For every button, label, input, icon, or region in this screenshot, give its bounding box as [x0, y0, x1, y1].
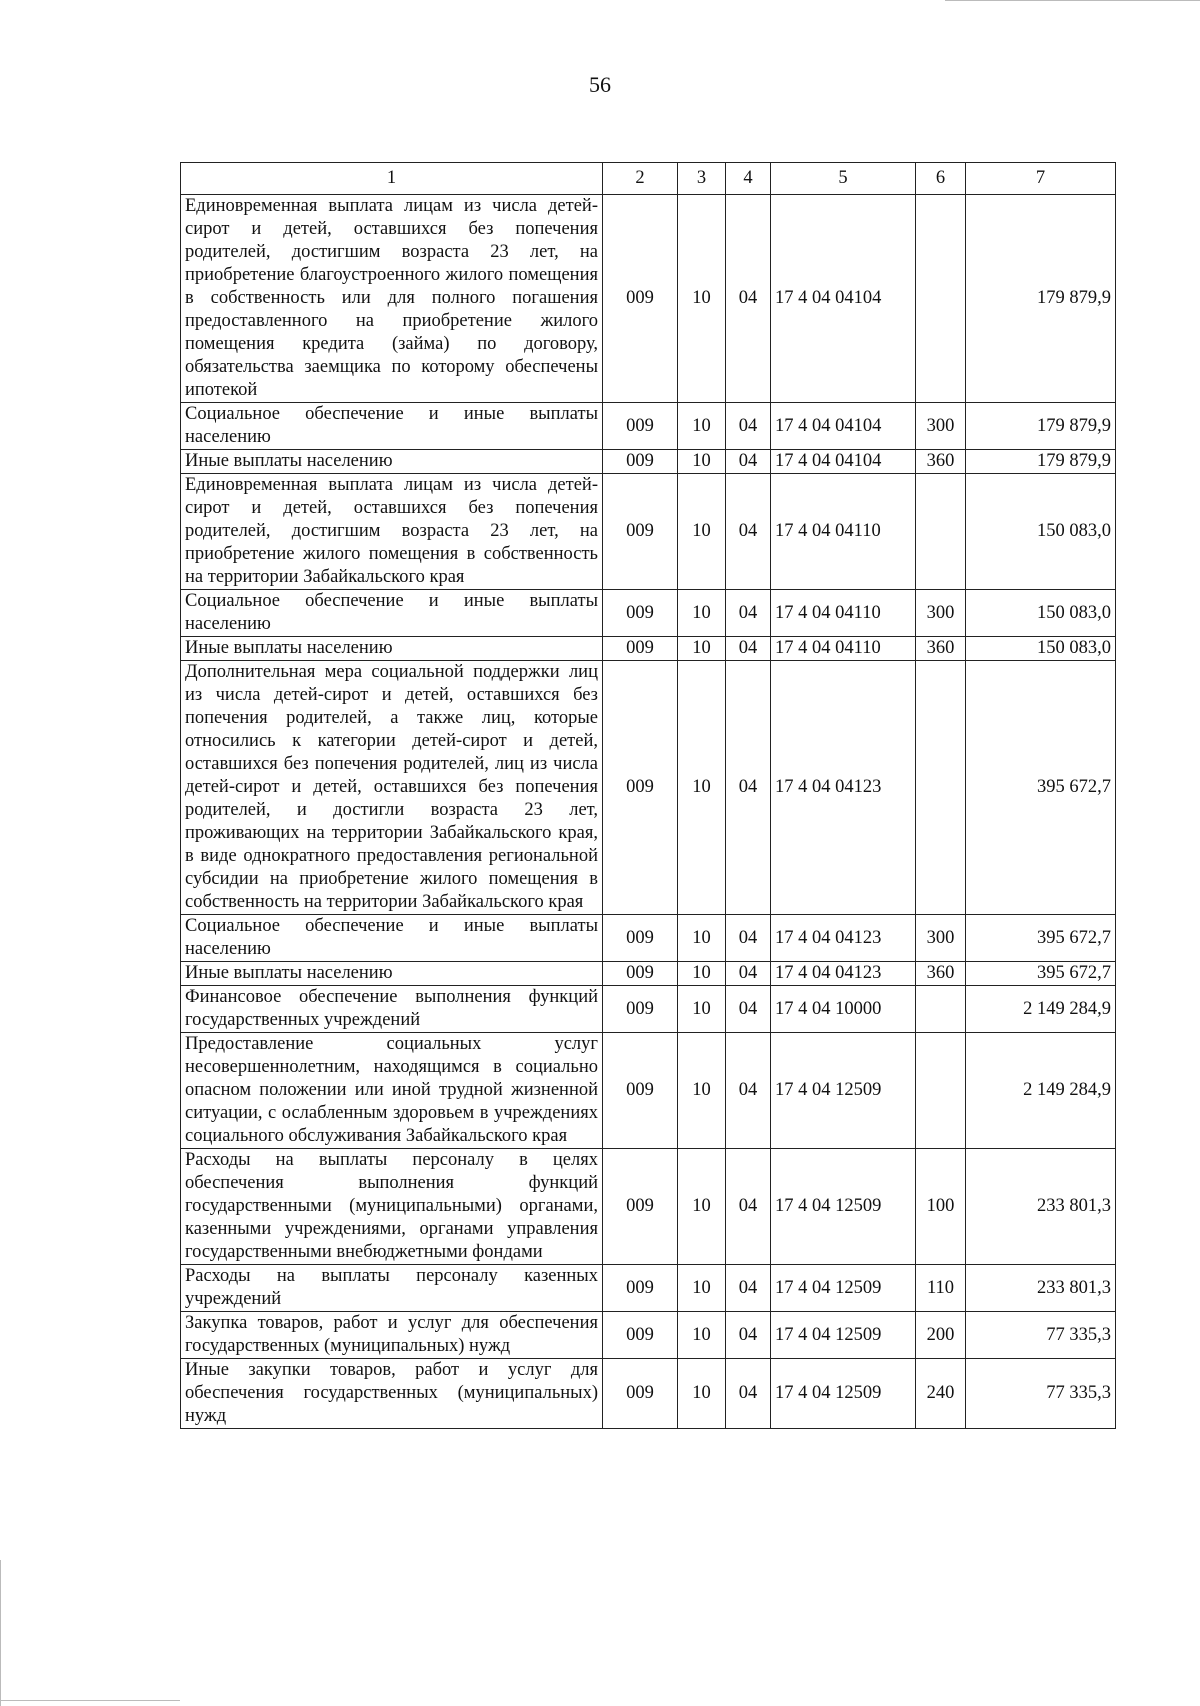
- header-cell: 1: [181, 163, 603, 195]
- col-2-cell: 009: [603, 1359, 678, 1429]
- row-description: Иные выплаты населению: [181, 450, 603, 474]
- table-row: [181, 1265, 1116, 1312]
- col-2-cell: 009: [603, 195, 678, 403]
- col-5-cell: 17 4 04 12509: [771, 1149, 916, 1265]
- col-4-cell: 04: [726, 403, 771, 450]
- col-5-cell: 17 4 04 12509: [771, 1033, 916, 1149]
- col-3-cell: 10: [678, 915, 726, 962]
- col-7-cell: 150 083,0: [966, 474, 1116, 590]
- col-2-cell: 009: [603, 637, 678, 661]
- col-3-cell: 10: [678, 474, 726, 590]
- col-5-cell: 17 4 04 04110: [771, 590, 916, 637]
- col-6-cell: [916, 1033, 966, 1149]
- col-6-cell: 100: [916, 1149, 966, 1265]
- row-description: Закупка товаров, работ и услуг для обеспечения государственных (муниципальных) нужд: [181, 1312, 603, 1359]
- header-row: [181, 163, 1116, 195]
- table-body: [181, 195, 1116, 1429]
- table-row: [181, 1312, 1116, 1359]
- table-row: [181, 637, 1116, 661]
- col-2-cell: 009: [603, 986, 678, 1033]
- header-cell: 2: [603, 163, 678, 195]
- table-row: [181, 450, 1116, 474]
- row-description: Единовременная выплата лицам из числа детей-сирот и детей, оставшихся без попечения родителей, достигшим возраста 23 лет, на приобретение жилого помещения в собственность на территории Забайкальского края: [181, 474, 603, 590]
- col-2-cell: 009: [603, 590, 678, 637]
- col-3-cell: 10: [678, 637, 726, 661]
- header-cell: 5: [771, 163, 916, 195]
- col-2-cell: 009: [603, 915, 678, 962]
- col-7-cell: 179 879,9: [966, 195, 1116, 403]
- col-7-cell: 233 801,3: [966, 1265, 1116, 1312]
- col-4-cell: 04: [726, 915, 771, 962]
- col-7-cell: 395 672,7: [966, 915, 1116, 962]
- col-4-cell: 04: [726, 474, 771, 590]
- col-3-cell: 10: [678, 403, 726, 450]
- col-3-cell: 10: [678, 986, 726, 1033]
- table-row: [181, 962, 1116, 986]
- col-7-cell: 395 672,7: [966, 962, 1116, 986]
- col-7-cell: 77 335,3: [966, 1359, 1116, 1429]
- row-description: Иные закупки товаров, работ и услуг для обеспечения государственных (муниципальных) нужд: [181, 1359, 603, 1429]
- col-6-cell: [916, 474, 966, 590]
- col-4-cell: 04: [726, 637, 771, 661]
- col-3-cell: 10: [678, 590, 726, 637]
- col-4-cell: 04: [726, 1149, 771, 1265]
- col-3-cell: 10: [678, 661, 726, 915]
- col-5-cell: 17 4 04 04104: [771, 450, 916, 474]
- row-description: Финансовое обеспечение выполнения функций государственных учреждений: [181, 986, 603, 1033]
- row-description: Расходы на выплаты персоналу казенных учреждений: [181, 1265, 603, 1312]
- table-row: [181, 195, 1116, 403]
- col-6-cell: 300: [916, 590, 966, 637]
- col-7-cell: 179 879,9: [966, 450, 1116, 474]
- col-4-cell: 04: [726, 1033, 771, 1149]
- row-description: Социальное обеспечение и иные выплаты населению: [181, 590, 603, 637]
- col-7-cell: 2 149 284,9: [966, 986, 1116, 1033]
- header-cell: 3: [678, 163, 726, 195]
- col-4-cell: 04: [726, 661, 771, 915]
- col-6-cell: 360: [916, 450, 966, 474]
- col-3-cell: 10: [678, 1149, 726, 1265]
- col-7-cell: 2 149 284,9: [966, 1033, 1116, 1149]
- col-6-cell: 200: [916, 1312, 966, 1359]
- col-7-cell: 179 879,9: [966, 403, 1116, 450]
- col-2-cell: 009: [603, 1033, 678, 1149]
- scan-edge-bottom: [0, 1700, 180, 1701]
- col-6-cell: 300: [916, 403, 966, 450]
- col-5-cell: 17 4 04 04110: [771, 474, 916, 590]
- row-description: Единовременная выплата лицам из числа детей-сирот и детей, оставшихся без попечения родителей, достигшим возраста 23 лет, на приобретение благоустроенного жилого помещения в собственность или для полного погашения предоставленного на приобретение жилого помещения кредита (займа) по договору, обязательства заемщика по которому обеспечены ипотекой: [181, 195, 603, 403]
- col-5-cell: 17 4 04 04123: [771, 661, 916, 915]
- col-2-cell: 009: [603, 403, 678, 450]
- col-5-cell: 17 4 04 12509: [771, 1359, 916, 1429]
- page-number: 56: [589, 72, 611, 97]
- col-3-cell: 10: [678, 1265, 726, 1312]
- col-3-cell: 10: [678, 195, 726, 403]
- col-4-cell: 04: [726, 1359, 771, 1429]
- col-5-cell: 17 4 04 12509: [771, 1312, 916, 1359]
- col-7-cell: 150 083,0: [966, 637, 1116, 661]
- col-2-cell: 009: [603, 1265, 678, 1312]
- col-2-cell: 009: [603, 450, 678, 474]
- col-3-cell: 10: [678, 1312, 726, 1359]
- row-description: Иные выплаты населению: [181, 962, 603, 986]
- col-3-cell: 10: [678, 1359, 726, 1429]
- col-6-cell: 110: [916, 1265, 966, 1312]
- table-row: [181, 403, 1116, 450]
- table-row: [181, 1149, 1116, 1265]
- col-4-cell: 04: [726, 195, 771, 403]
- table-row: [181, 1359, 1116, 1429]
- table-row: [181, 1033, 1116, 1149]
- col-5-cell: 17 4 04 12509: [771, 1265, 916, 1312]
- col-5-cell: 17 4 04 10000: [771, 986, 916, 1033]
- col-5-cell: 17 4 04 04104: [771, 403, 916, 450]
- row-description: Предоставление социальных услуг несовершеннолетним, находящимся в социально опасном положении или иной трудной жизненной ситуации, с ослабленным здоровьем в учреждениях социального обслуживания Забайкальского края: [181, 1033, 603, 1149]
- col-5-cell: 17 4 04 04123: [771, 962, 916, 986]
- budget-table: [180, 162, 1116, 1429]
- col-5-cell: 17 4 04 04110: [771, 637, 916, 661]
- col-6-cell: 240: [916, 1359, 966, 1429]
- table-row: [181, 661, 1116, 915]
- col-6-cell: [916, 661, 966, 915]
- col-2-cell: 009: [603, 661, 678, 915]
- col-6-cell: [916, 986, 966, 1033]
- col-6-cell: 360: [916, 637, 966, 661]
- col-4-cell: 04: [726, 1265, 771, 1312]
- col-3-cell: 10: [678, 962, 726, 986]
- col-4-cell: 04: [726, 1312, 771, 1359]
- table-row: [181, 915, 1116, 962]
- col-4-cell: 04: [726, 962, 771, 986]
- col-5-cell: 17 4 04 04104: [771, 195, 916, 403]
- col-6-cell: [916, 195, 966, 403]
- table-row: [181, 986, 1116, 1033]
- header-cell: 4: [726, 163, 771, 195]
- header-cell: 6: [916, 163, 966, 195]
- row-description: Расходы на выплаты персоналу в целях обеспечения выполнения функций государственными (муниципальными) органами, казенными учреждениями, органами управления государственными внебюджетными фондами: [181, 1149, 603, 1265]
- col-4-cell: 04: [726, 450, 771, 474]
- col-2-cell: 009: [603, 474, 678, 590]
- col-2-cell: 009: [603, 1149, 678, 1265]
- col-7-cell: 150 083,0: [966, 590, 1116, 637]
- row-description: Иные выплаты населению: [181, 637, 603, 661]
- scan-edge-top: [945, 0, 1200, 1]
- row-description: Дополнительная мера социальной поддержки лиц из числа детей-сирот и детей, оставшихся без попечения родителей, а также лиц, которые относились к категории детей-сирот и детей, оставшихся без попечения родителей, лиц из числа детей-сирот и детей, оставшихся без попечения родителей, и достигли возраста 23 лет, проживающих на территории Забайкальского края, в виде однократного предоставления региональной субсидии на приобретение жилого помещения в собственность на территории Забайкальского края: [181, 661, 603, 915]
- row-description: Социальное обеспечение и иные выплаты населению: [181, 403, 603, 450]
- table-row: [181, 474, 1116, 590]
- col-7-cell: 77 335,3: [966, 1312, 1116, 1359]
- col-2-cell: 009: [603, 962, 678, 986]
- table-row: [181, 590, 1116, 637]
- col-4-cell: 04: [726, 986, 771, 1033]
- col-2-cell: 009: [603, 1312, 678, 1359]
- header-cell: 7: [966, 163, 1116, 195]
- col-7-cell: 233 801,3: [966, 1149, 1116, 1265]
- col-3-cell: 10: [678, 1033, 726, 1149]
- row-description: Социальное обеспечение и иные выплаты населению: [181, 915, 603, 962]
- col-7-cell: 395 672,7: [966, 661, 1116, 915]
- scan-edge-left: [0, 1560, 1, 1706]
- col-4-cell: 04: [726, 590, 771, 637]
- col-6-cell: 300: [916, 915, 966, 962]
- col-3-cell: 10: [678, 450, 726, 474]
- col-6-cell: 360: [916, 962, 966, 986]
- col-5-cell: 17 4 04 04123: [771, 915, 916, 962]
